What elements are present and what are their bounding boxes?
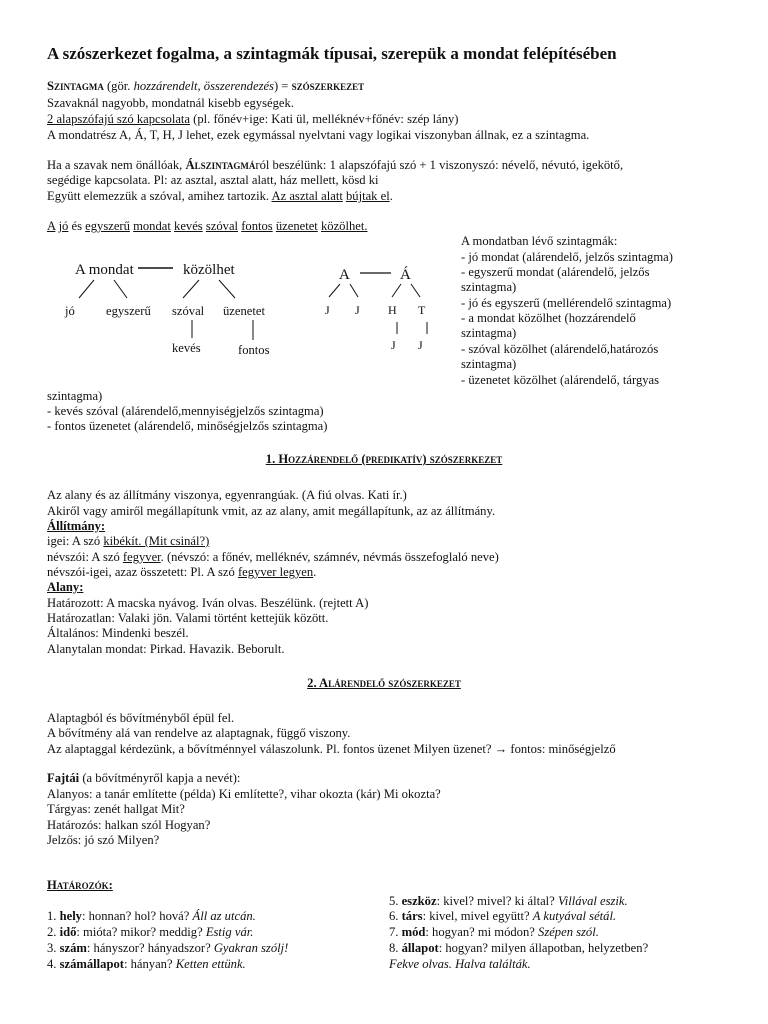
node-J1: J [325, 303, 330, 317]
intro-line-1: Szavaknál nagyobb, mondatnál kisebb egységek. [47, 96, 294, 110]
intro-line-3: A mondatrész A, Á, T, H, J lehet, ezek egymással nyelvtani vagy logikai viszonyban állnak, ez a szintagma. [47, 128, 590, 142]
hatarozo-item-2: 2. idő: mióta? mikor? meddig? Estig vár. [47, 925, 254, 939]
node-fontos: fontos [238, 343, 270, 357]
alany-label: Alany: [47, 580, 84, 594]
right-list-1: - jó mondat (alárendelő, jelzős szintagma) [461, 250, 673, 264]
node-egyszeru: egyszerű [106, 304, 151, 318]
jelzos-line: Jelzős: jó szó Milyen? [47, 833, 160, 847]
page-title: A szószerkezet fogalma, a szintagmák típusai, szerepük a mondat felépítésében [47, 44, 617, 63]
alanytalan-line: Alanytalan mondat: Pirkad. Havazik. Beborult. [47, 642, 285, 656]
hatarozo-item-7: 7. mód: hogyan? mi módon? Szépen szól. [389, 925, 599, 939]
node-keves: kevés [172, 341, 201, 355]
alszintagma-line-2: segédige kapcsolata. Pl: az asztal, asztal alatt, ház mellett, kösd ki [47, 173, 379, 187]
node-A: A [339, 267, 350, 283]
node-a-mondat: A mondat [75, 262, 134, 278]
sec2-p1: Alaptagból és bővítményből épül fel. [47, 711, 235, 725]
node-szoval: szóval [172, 304, 205, 318]
section-1-heading: 1. Hozzárendelő (predikatív) szószerkezet [265, 452, 503, 466]
node-J3: J [391, 338, 396, 352]
right-list-8: szintagma) [461, 357, 517, 371]
term-szoszerkezet: szószerkezet [291, 79, 365, 93]
node-jo: jó [65, 304, 75, 318]
node-kozolhet: közölhet [183, 262, 235, 278]
hatarozo-item-6: 6. társ: kivel, mivel együtt? A kutyával sétál. [389, 909, 617, 923]
fajtai-line: Fajtái (a bővítményről kapja a nevét): [47, 771, 241, 785]
edge-mondat-jo [79, 280, 94, 298]
hatarozo-item-8-example: Fekve olvas. Halva találták. [389, 957, 531, 971]
hatarozok-heading: Határozók: [47, 878, 113, 892]
right-list-9: - üzenetet közölhet (alárendelő, tárgyas [461, 373, 660, 387]
node-J4: J [418, 338, 423, 352]
left-cont-1: - kevés szóval (alárendelő,mennyiségjelzős szintagma) [47, 404, 324, 418]
edge-AA-T [411, 284, 420, 297]
hatarozo-item-4: 4. számállapot: hányan? Ketten ettünk. [47, 957, 246, 971]
node-T: T [418, 303, 426, 317]
edge-A-J2 [350, 284, 358, 297]
hatarozos-line: Határozós: halkan szól Hogyan? [47, 818, 211, 832]
edge-kozolhet-szoval [183, 280, 199, 298]
right-list-7: - szóval közölhet (alárendelő,határozós [461, 342, 659, 356]
right-list-4: - jó és egyszerű (mellérendelő szintagma) [461, 296, 672, 310]
edge-mondat-egyszeru [114, 280, 127, 298]
syntax-tree-diagram [47, 252, 447, 362]
hatarozatlan-line: Határozatlan: Valaki jön. Valami történt kettejük között. [47, 611, 329, 625]
hatarozo-item-3: 3. szám: hányszor? hányadszor? Gyakran szólj! [47, 941, 289, 955]
node-uzenetet: üzenetet [223, 304, 265, 318]
left-cont-2: - fontos üzenetet (alárendelő, minőségjelzős szintagma) [47, 419, 328, 433]
targyas-line: Tárgyas: zenét hallgat Mit? [47, 802, 185, 816]
section-2-heading: 2. Alárendelő szószerkezet [307, 676, 461, 690]
sec1-p1: Az alany és az állítmány viszonya, egyenrangúak. (A fiú olvas. Kati ír.) [47, 488, 407, 502]
hatarozott-line: Határozott: A macska nyávog. Iván olvas. Beszélünk. (rejtett A) [47, 596, 369, 610]
hatarozo-item-1: 1. hely: honnan? hol? hová? Áll az utcán. [47, 909, 256, 923]
igei-line: igei: A szó kibékít. (Mit csinál?) [47, 534, 210, 548]
edge-kozolhet-uzenetet [219, 280, 235, 298]
nevszoi-igei-line: névszói-igei, azaz összetett: Pl. A szó fegyver legyen. [47, 565, 317, 579]
altalanos-line: Általános: Mindenki beszél. [47, 626, 189, 640]
alszintagma-line-3: Együtt elemezzük a szóval, amihez tartozik. Az asztal alatt bújtak el. [47, 189, 393, 203]
sec2-p2: A bővítmény alá van rendelve az alaptagnak, függő viszony. [47, 726, 351, 740]
right-list-6: szintagma) [461, 326, 517, 340]
right-list-0: A mondatban lévő szintagmák: [461, 234, 618, 248]
alszintagma-line-1: Ha a szavak nem önállóak, Álszintagmáról beszélünk: 1 alapszófajú szó + 1 viszonyszó: névelő, névutó, igekötő, [47, 158, 624, 172]
allitmany-label: Állítmány: [47, 519, 106, 533]
nevszoi-line: névszói: A szó fegyver. (névszó: a főnév, melléknév, számnév, névmás összefoglaló neve) [47, 550, 499, 564]
intro-line-2: 2 alapszófajú szó kapcsolata (pl. főnév+ige: Kati ül, melléknév+főnév: szép lány) [47, 112, 459, 126]
sec2-p3: Az alaptaggal kérdezünk, a bővítménnyel válaszolunk. Pl. fontos üzenet Milyen üzenet? → fontos: minőségjelző [47, 742, 616, 756]
edge-A-J1 [329, 284, 340, 297]
edge-AA-H [392, 284, 401, 297]
left-cont-0: szintagma) [47, 389, 103, 403]
node-J2: J [355, 303, 360, 317]
hatarozo-item-5: 5. eszköz: kivel? mivel? ki által? Villával eszik. [389, 894, 628, 908]
node-H: H [388, 303, 397, 317]
sec1-p2: Akiről vagy amiről megállapítunk vmit, az az alany, amit megállapítunk, az az állítmány. [47, 504, 496, 518]
example-sentence: A jó és egyszerű mondat kevés szóval fontos üzenetet közölhet. [47, 219, 368, 233]
right-list-2: - egyszerű mondat (alárendelő, jelzős [461, 265, 650, 279]
alanyos-line: Alanyos: a tanár említette (példa) Ki említette?, vihar okozta (kár) Mi okozta? [47, 787, 441, 801]
term-szintagma: Szintagma [47, 79, 104, 93]
right-list-3: szintagma) [461, 280, 517, 294]
right-list-5: - a mondat közölhet (hozzárendelő [461, 311, 636, 325]
hatarozo-item-8: 8. állapot: hogyan? milyen állapotban, helyzetben? [389, 941, 649, 955]
intro-definition: Szintagma (gör. hozzárendelt, összerendezés) = szószerkezet [47, 79, 365, 93]
node-AA: Á [400, 267, 411, 283]
